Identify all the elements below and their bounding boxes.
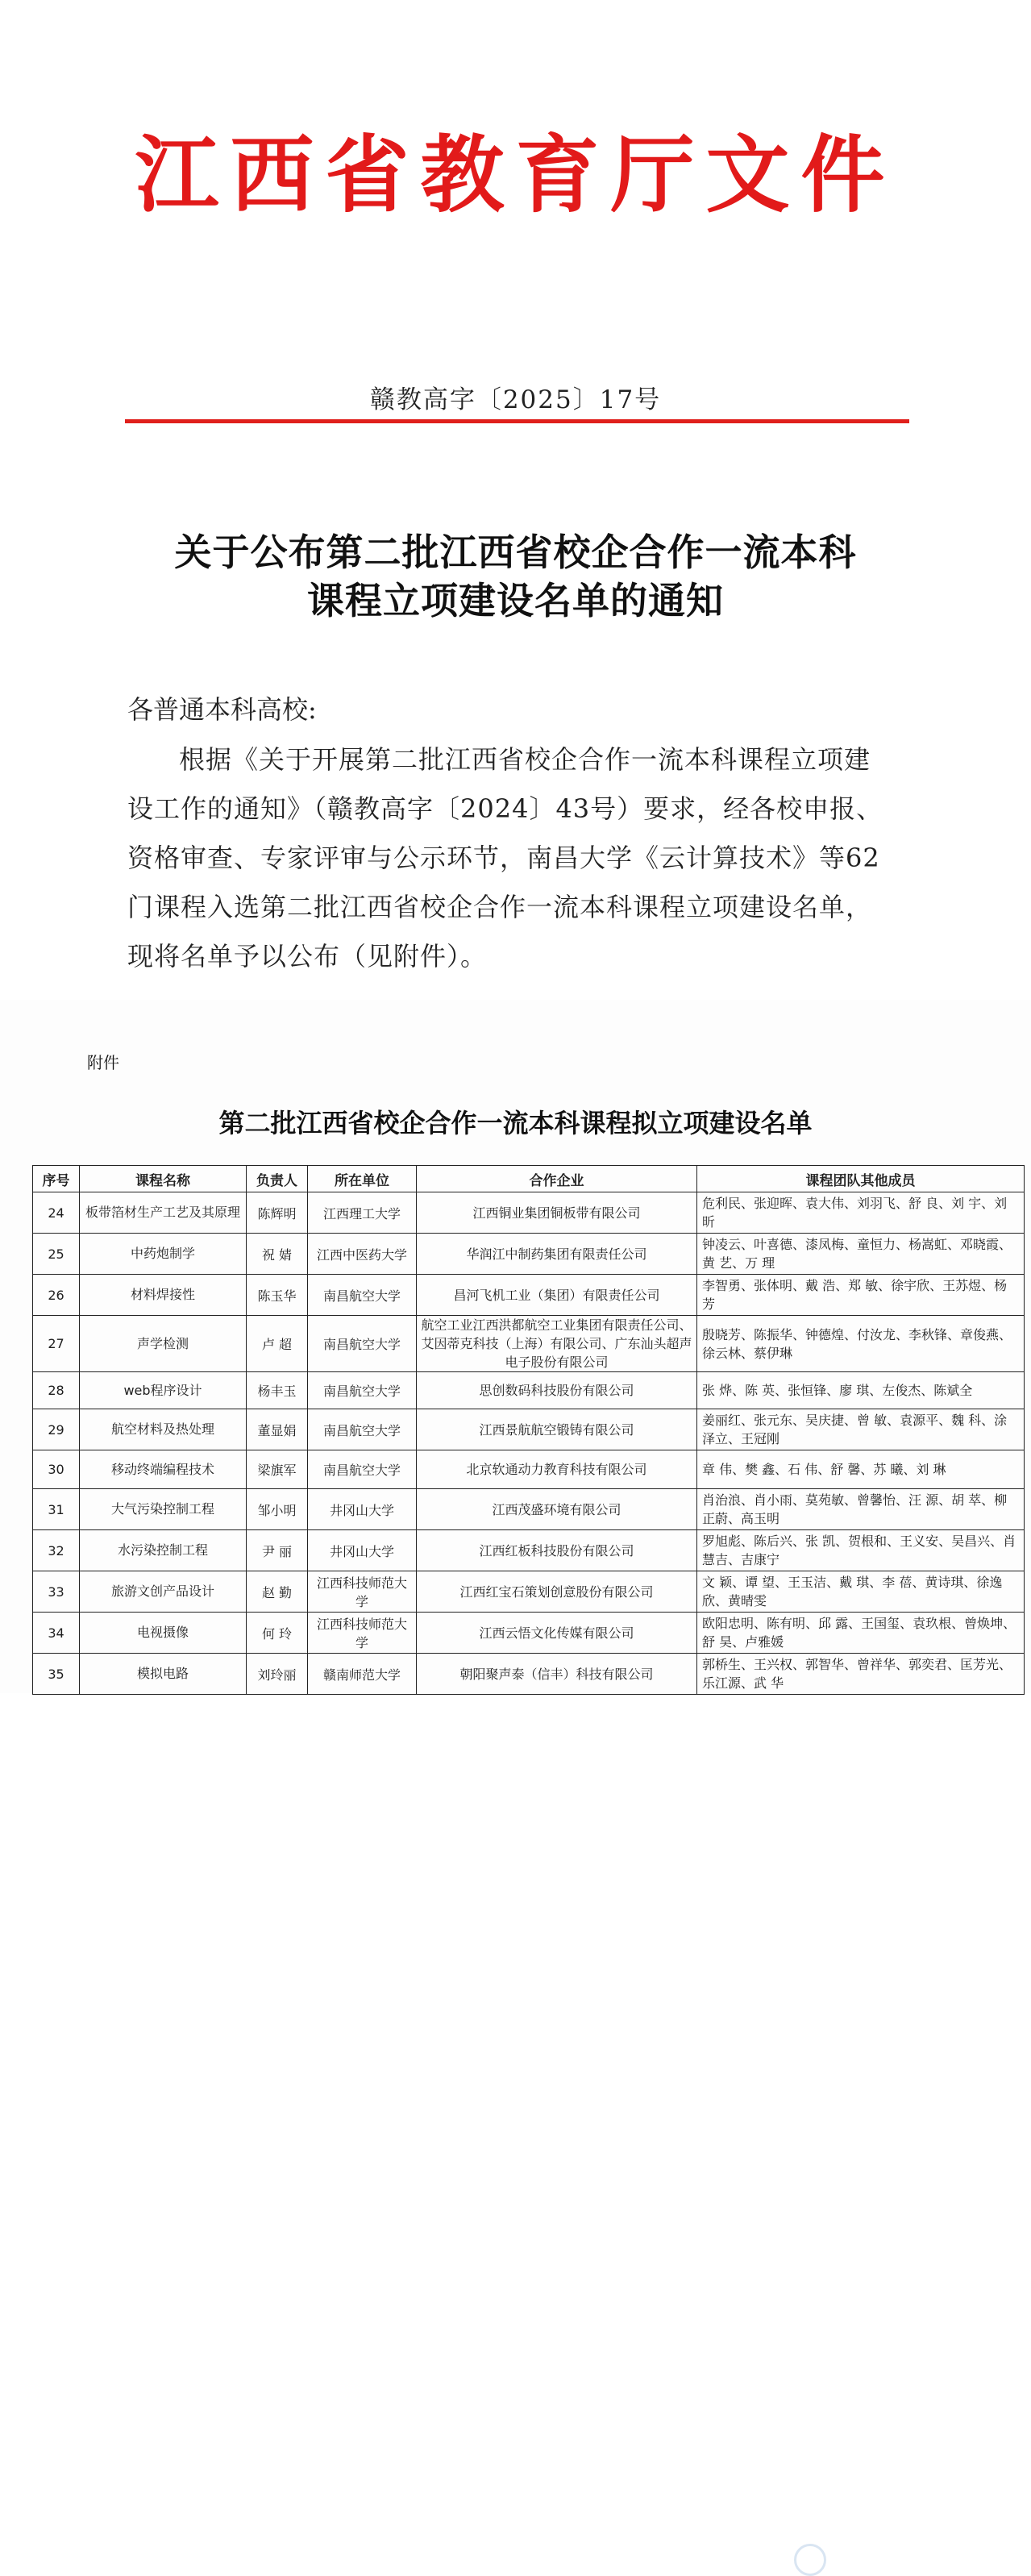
cell-lead: 赵 勤 <box>247 1571 308 1613</box>
cell-index: 26 <box>33 1275 80 1316</box>
cell-members: 钟凌云、叶喜德、漆凤梅、童恒力、杨嵩虹、邓晓霞、黄 艺、万 理 <box>697 1234 1025 1275</box>
column-header: 合作企业 <box>417 1166 697 1192</box>
table-row <box>33 1530 1025 1571</box>
cell-lead: 董显娟 <box>247 1409 308 1450</box>
cell-members: 李智勇、张体明、戴 浩、郑 敏、徐宇欣、王苏煜、杨 芳 <box>697 1275 1025 1316</box>
table-row <box>33 1654 1025 1695</box>
column-header: 课程团队其他成员 <box>697 1166 1025 1192</box>
column-header: 课程名称 <box>80 1166 247 1192</box>
cell-company: 航空工业江西洪都航空工业集团有限责任公司、艾因蒂克科技（上海）有限公司、广东汕头超声电子股份有限公司 <box>417 1316 697 1372</box>
cell-index: 30 <box>33 1450 80 1489</box>
column-header: 负责人 <box>247 1166 308 1192</box>
body-line: 现将名单予以公布（见附件）。 <box>127 941 488 972</box>
document-header-title: 江西省教育厅文件 <box>135 125 896 224</box>
cell-company: 朝阳聚声泰（信丰）科技有限公司 <box>417 1654 697 1695</box>
cell-company: 江西红板科技股份有限公司 <box>417 1530 697 1571</box>
table-row <box>33 1275 1025 1316</box>
cell-unit: 井冈山大学 <box>308 1530 417 1571</box>
cell-company: 江西红宝石策划创意股份有限公司 <box>417 1571 697 1613</box>
cell-lead: 杨丰玉 <box>247 1372 308 1409</box>
table-row <box>33 1409 1025 1450</box>
table-row <box>33 1192 1025 1234</box>
cell-unit: 井冈山大学 <box>308 1489 417 1530</box>
cell-company: 北京软通动力教育科技有限公司 <box>417 1450 697 1489</box>
cell-company: 华润江中制药集团有限责任公司 <box>417 1234 697 1275</box>
university-watermark <box>794 2544 979 2576</box>
cell-company: 江西铜业集团铜板带有限公司 <box>417 1192 697 1234</box>
cell-company: 江西景航航空锻铸有限公司 <box>417 1409 697 1450</box>
body-line: 设工作的通知》（赣教高字〔2024〕43号）要求，经各校申报、 <box>127 793 883 824</box>
salutation: 各普通本科高校: <box>127 694 317 725</box>
cell-unit: 江西中医药大学 <box>308 1234 417 1275</box>
cell-members: 张 烨、陈 英、张恒锋、廖 琪、左俊杰、陈斌全 <box>697 1372 1025 1409</box>
table-row <box>33 1489 1025 1530</box>
cell-unit: 南昌航空大学 <box>308 1372 417 1409</box>
cell-course: 板带箔材生产工艺及其原理 <box>80 1192 247 1234</box>
cell-members: 肖治浪、肖小雨、莫苑敏、曾馨怡、汪 源、胡 萃、柳正蔚、高玉明 <box>697 1489 1025 1530</box>
cell-unit: 江西理工大学 <box>308 1192 417 1234</box>
seal-icon <box>794 2544 826 2576</box>
document-number: 赣教高字〔2025〕17号 <box>369 385 662 414</box>
cell-index: 29 <box>33 1409 80 1450</box>
attachment-label: 附件 <box>87 1055 119 1072</box>
cell-unit: 赣南师范大学 <box>308 1654 417 1695</box>
cell-course: 水污染控制工程 <box>80 1530 247 1571</box>
cell-members: 危利民、张迎晖、袁大伟、刘羽飞、舒 良、刘 宇、刘 昕 <box>697 1192 1025 1234</box>
cell-unit: 南昌航空大学 <box>308 1450 417 1489</box>
document-page <box>0 0 1031 1000</box>
cell-members: 章 伟、樊 鑫、石 伟、舒 馨、苏 曦、刘 琳 <box>697 1450 1025 1489</box>
cell-company: 江西云悟文化传媒有限公司 <box>417 1613 697 1654</box>
table-row <box>33 1571 1025 1613</box>
cell-index: 34 <box>33 1613 80 1654</box>
cell-course: 材料焊接性 <box>80 1275 247 1316</box>
cell-company: 昌河飞机工业（集团）有限责任公司 <box>417 1275 697 1316</box>
cell-index: 28 <box>33 1372 80 1409</box>
body-line: 资格审查、专家评审与公示环节，南昌大学《云计算技术》等62 <box>127 843 880 873</box>
cell-course: 中药炮制学 <box>80 1234 247 1275</box>
notice-title-line: 课程立项建设名单的通知 <box>307 579 724 622</box>
cell-members: 文 颖、谭 望、王玉洁、戴 琪、李 蓓、黄诗琪、徐逸欣、黄晴雯 <box>697 1571 1025 1613</box>
cell-members: 殷晓芳、陈振华、钟德煌、付汝龙、李秋锋、章俊燕、徐云林、蔡伊琳 <box>697 1316 1025 1372</box>
cell-lead: 何 玲 <box>247 1613 308 1654</box>
cell-members: 郭桥生、王兴权、郭智华、曾祥华、郭奕君、匡芳光、乐江源、武 华 <box>697 1654 1025 1695</box>
cell-index: 35 <box>33 1654 80 1695</box>
notice-title-line: 关于公布第二批江西省校企合作一流本科 <box>174 531 857 574</box>
cell-course: 模拟电路 <box>80 1654 247 1695</box>
cell-company: 江西茂盛环境有限公司 <box>417 1489 697 1530</box>
cell-lead: 邹小明 <box>247 1489 308 1530</box>
red-divider <box>125 419 909 423</box>
cell-course: 旅游文创产品设计 <box>80 1571 247 1613</box>
cell-unit: 南昌航空大学 <box>308 1316 417 1372</box>
attachment-page <box>0 1000 1031 1693</box>
table-header-row <box>33 1166 1025 1192</box>
cell-course: 航空材料及热处理 <box>80 1409 247 1450</box>
cell-lead: 刘玲丽 <box>247 1654 308 1695</box>
cell-course: 大气污染控制工程 <box>80 1489 247 1530</box>
cell-lead: 梁旗军 <box>247 1450 308 1489</box>
column-header: 序号 <box>33 1166 80 1192</box>
column-header: 所在单位 <box>308 1166 417 1192</box>
table-row <box>33 1372 1025 1409</box>
course-roster-table <box>32 1165 1025 1695</box>
table-row <box>33 1234 1025 1275</box>
cell-lead: 卢 超 <box>247 1316 308 1372</box>
cell-index: 24 <box>33 1192 80 1234</box>
attachment-title: 第二批江西省校企合作一流本科课程拟立项建设名单 <box>218 1108 813 1138</box>
cell-members: 姜丽红、张元东、吴庆捷、曾 敏、袁源平、魏 科、涂泽立、王冠刚 <box>697 1409 1025 1450</box>
cell-unit: 江西科技师范大学 <box>308 1571 417 1613</box>
notice-title <box>0 528 1031 625</box>
cell-lead: 祝 婧 <box>247 1234 308 1275</box>
cell-course: web程序设计 <box>80 1372 247 1409</box>
notice-body <box>127 735 913 981</box>
body-line: 根据《关于开展第二批江西省校企合作一流本科课程立项建 <box>179 744 871 775</box>
table-row <box>33 1613 1025 1654</box>
cell-members: 罗旭彪、陈后兴、张 凯、贺根和、王义安、吴昌兴、肖慧吉、吉康宁 <box>697 1530 1025 1571</box>
cell-index: 27 <box>33 1316 80 1372</box>
cell-course: 移动终端编程技术 <box>80 1450 247 1489</box>
cell-index: 25 <box>33 1234 80 1275</box>
cell-lead: 尹 丽 <box>247 1530 308 1571</box>
cell-course: 声学检测 <box>80 1316 247 1372</box>
cell-index: 31 <box>33 1489 80 1530</box>
body-line: 门课程入选第二批江西省校企合作一流本科课程立项建设名单， <box>127 892 873 922</box>
cell-course: 电视摄像 <box>80 1613 247 1654</box>
cell-unit: 江西科技师范大学 <box>308 1613 417 1654</box>
cell-members: 欧阳忠明、陈有明、邱 露、王国玺、袁玖根、曾焕坤、舒 昊、卢雅媛 <box>697 1613 1025 1654</box>
table-row <box>33 1316 1025 1372</box>
cell-index: 33 <box>33 1571 80 1613</box>
cell-company: 思创数码科技股份有限公司 <box>417 1372 697 1409</box>
table-row <box>33 1450 1025 1489</box>
cell-lead: 陈玉华 <box>247 1275 308 1316</box>
cell-index: 32 <box>33 1530 80 1571</box>
cell-unit: 南昌航空大学 <box>308 1275 417 1316</box>
cell-lead: 陈辉明 <box>247 1192 308 1234</box>
cell-unit: 南昌航空大学 <box>308 1409 417 1450</box>
